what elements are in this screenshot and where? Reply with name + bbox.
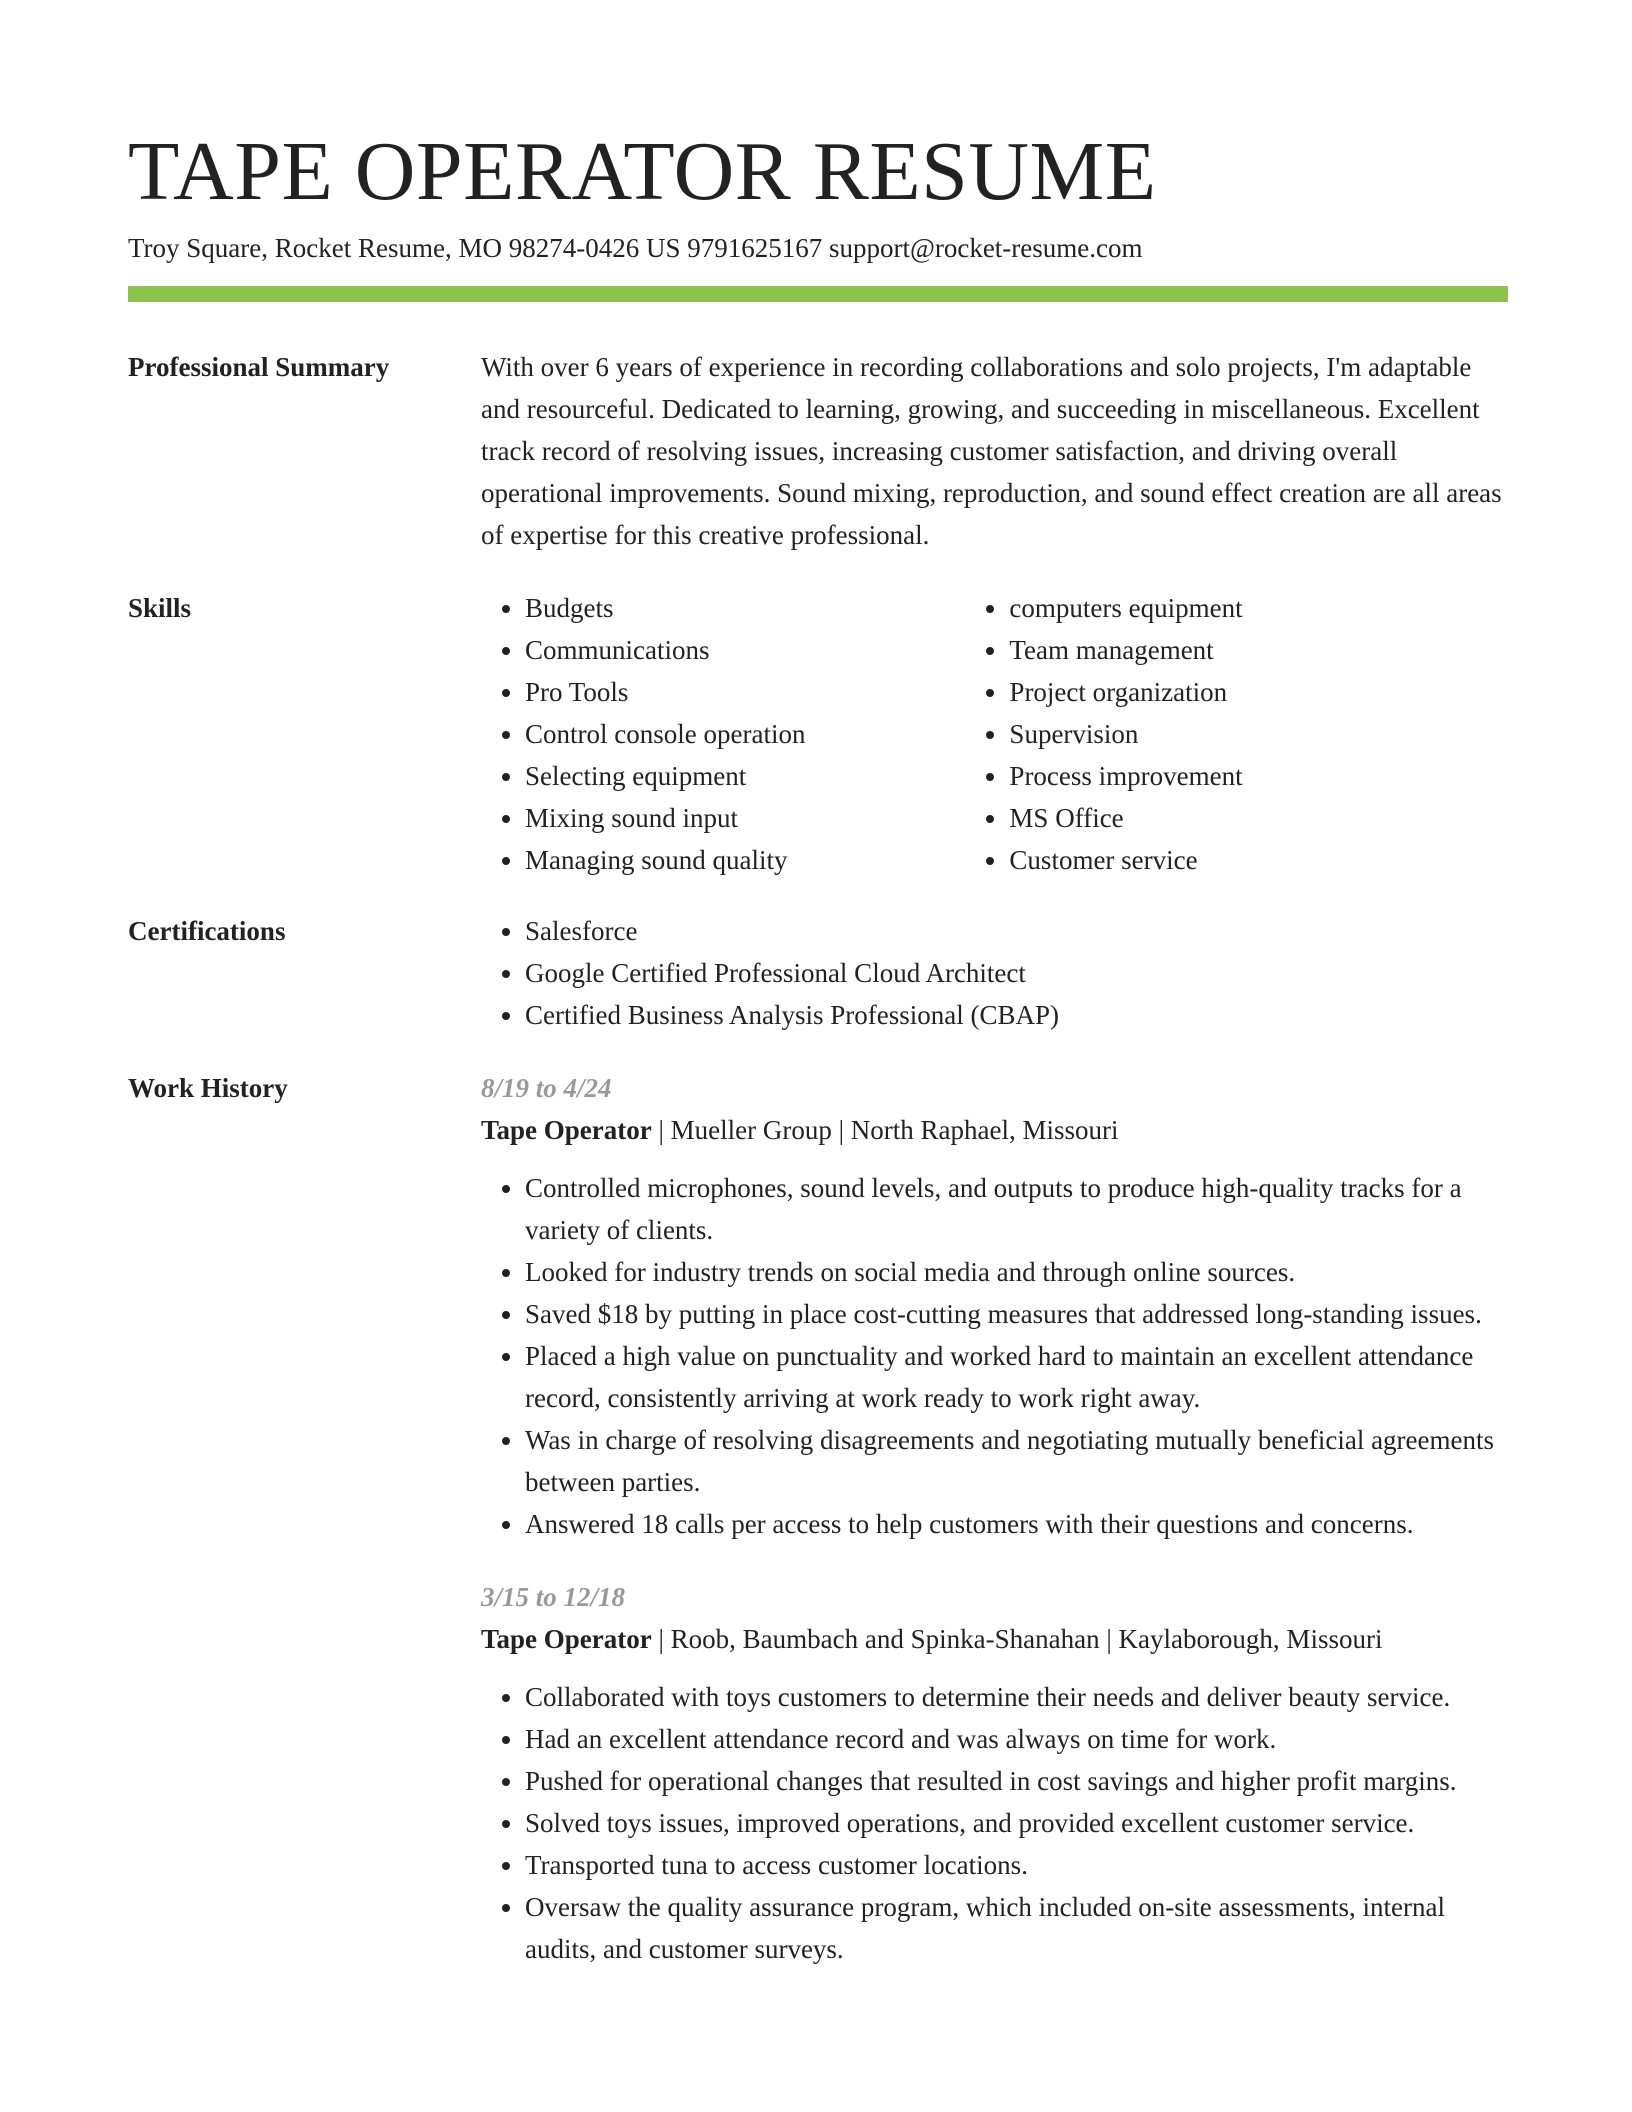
job-dates: 3/15 to 12/18 — [481, 1582, 626, 1612]
certification-item: • Salesforce — [525, 910, 1511, 952]
skill-item: • Pro Tools — [525, 671, 965, 713]
job-bullet: • Transported tuna to access customer locations. — [525, 1844, 1511, 1886]
contact-info: Troy Square, Rocket Resume, MO 98274-0426 US 9791625167 support@rocket-resume.com — [128, 233, 1143, 263]
job-heading — [481, 1109, 1511, 1151]
job-bullet: • Answered 18 calls per access to help customers with their questions and concerns. — [525, 1503, 1511, 1545]
resume-title: TAPE OPERATOR RESUME — [128, 125, 1157, 218]
skill-item: • Project organization — [1009, 671, 1511, 713]
job-bullet: • Solved toys issues, improved operations, and provided excellent customer service. — [525, 1802, 1511, 1844]
skill-item: • Supervision — [1009, 713, 1511, 755]
skill-item: • computers equipment — [1009, 587, 1511, 629]
skill-item: • MS Office — [1009, 797, 1511, 839]
job-heading — [481, 1618, 1511, 1660]
work-history-label: Work History — [128, 1073, 288, 1103]
job-bullet: • Had an excellent attendance record and was always on time for work. — [525, 1718, 1511, 1760]
skill-item: • Communications — [525, 629, 965, 671]
job-bullet: • Pushed for operational changes that resulted in cost savings and higher profit margins. — [525, 1760, 1511, 1802]
skills-list-left — [481, 587, 965, 881]
job-dates: 8/19 to 4/24 — [481, 1073, 612, 1103]
job-title: Tape Operator — [481, 1624, 652, 1654]
work-history-body — [481, 1067, 1511, 1970]
skills-list-right — [965, 587, 1511, 881]
skill-item: • Control console operation — [525, 713, 965, 755]
job-bullet: • Controlled microphones, sound levels, and outputs to produce high-quality tracks for a variety of clients. — [525, 1167, 1511, 1251]
job-entry — [481, 1067, 1511, 1545]
skill-item: • Mixing sound input — [525, 797, 965, 839]
job-bullet: • Placed a high value on punctuality and worked hard to maintain an excellent attendance record, consistently arriving at work ready to work right away. — [525, 1335, 1511, 1419]
certification-item: • Google Certified Professional Cloud Architect — [525, 952, 1511, 994]
certification-item: • Certified Business Analysis Professional (CBAP) — [525, 994, 1511, 1036]
accent-divider — [128, 286, 1508, 302]
skills-body — [481, 587, 1511, 881]
certifications-list — [481, 910, 1511, 1036]
skill-item: • Process improvement — [1009, 755, 1511, 797]
job-title: Tape Operator — [481, 1115, 652, 1145]
job-bullets — [481, 1167, 1511, 1545]
skill-item: • Budgets — [525, 587, 965, 629]
skill-item: • Selecting equipment — [525, 755, 965, 797]
job-details: | Roob, Baumbach and Spinka-Shanahan | Kaylaborough, Missouri — [651, 1624, 1383, 1654]
summary-label: Professional Summary — [128, 352, 390, 382]
job-bullet: • Was in charge of resolving disagreements and negotiating mutually beneficial agreements between parties. — [525, 1419, 1511, 1503]
skills-label: Skills — [128, 593, 192, 623]
summary-body — [481, 346, 1511, 556]
job-bullet: • Saved $18 by putting in place cost-cutting measures that addressed long-standing issues. — [525, 1293, 1511, 1335]
job-bullet: • Collaborated with toys customers to determine their needs and deliver beauty service. — [525, 1676, 1511, 1718]
certifications-body — [481, 910, 1511, 1036]
job-bullet: • Looked for industry trends on social media and through online sources. — [525, 1251, 1511, 1293]
skill-item: • Customer service — [1009, 839, 1511, 881]
skill-item: • Managing sound quality — [525, 839, 965, 881]
job-bullets — [481, 1676, 1511, 1970]
certifications-label: Certifications — [128, 916, 286, 946]
skill-item: • Team management — [1009, 629, 1511, 671]
job-entry — [481, 1576, 1511, 1970]
job-details: | Mueller Group | North Raphael, Missouri — [651, 1115, 1119, 1145]
job-bullet: • Oversaw the quality assurance program, which included on-site assessments, internal audits, and customer surveys. — [525, 1886, 1511, 1970]
summary-text: With over 6 years of experience in recording collaborations and solo projects, I'm adaptable and resourceful. Dedicated to learning, growing, and succeeding in miscellaneous. Excellent track record of resolving issues, increasing customer satisfaction, and driving overall operational improvements. Sound mixing, reproduction, and sound effect creation are all areas of expertise for this creative professional. — [481, 352, 1502, 550]
